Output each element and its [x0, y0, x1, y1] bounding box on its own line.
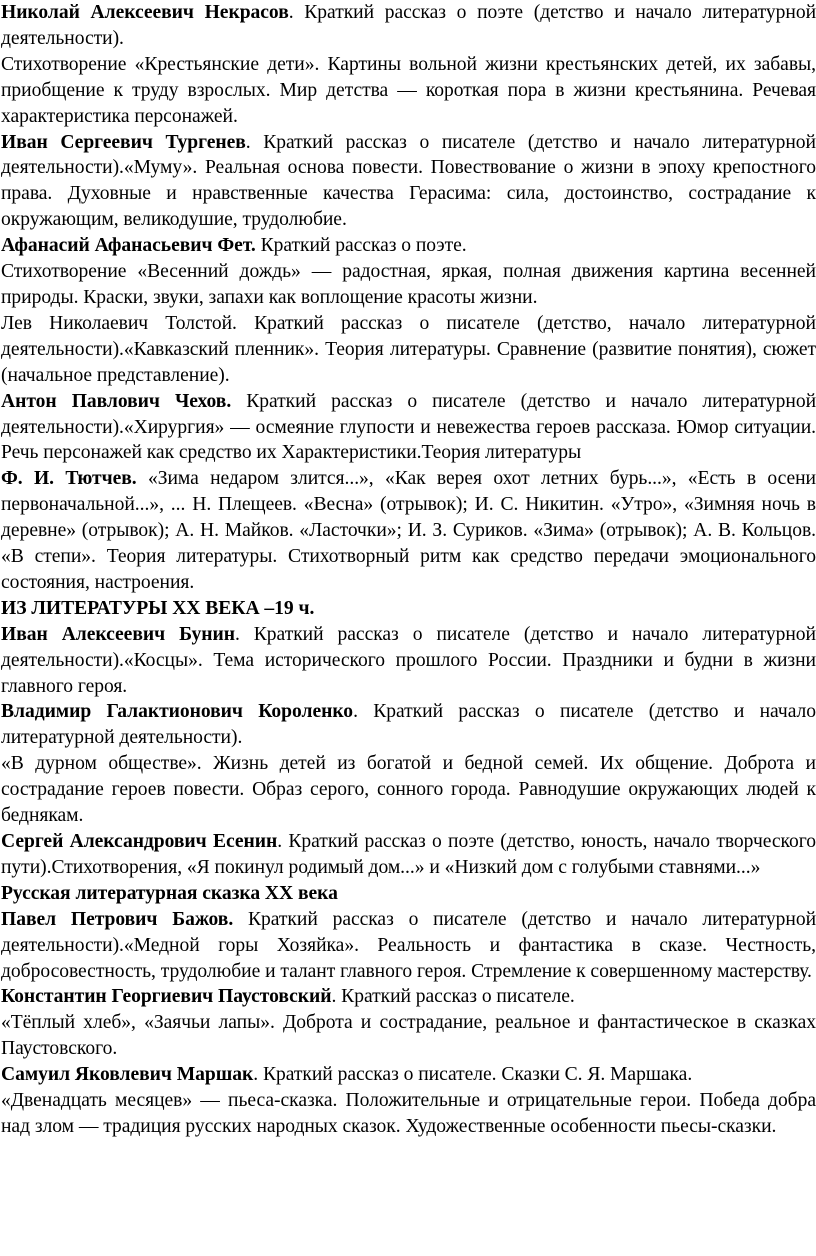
paragraph-text: Стихотворение «Весенний дождь» — радостная, яркая, полная движения картина весенней природы. Краски, звуки, запахи как воплощение красоты жизни.	[1, 261, 816, 308]
paragraph-text: . Краткий рассказ о писателе (детство и начало литературной деятельности).«Косцы». Тема исторического прошлого России. Праздники и будни в жизни главного героя.	[1, 623, 816, 697]
author-name: Сергей Александрович Есенин	[1, 831, 278, 852]
paragraph-esenin	[1, 829, 816, 881]
paragraph-bazhov	[1, 907, 816, 985]
author-name: Николай Алексеевич Некрасов	[1, 2, 289, 23]
section-heading-xx-century	[1, 596, 816, 622]
author-name: Иван Сергеевич Тургенев	[1, 131, 246, 153]
paragraph-dvenadtsat-mesyatsev	[1, 1088, 816, 1140]
paragraph-vesenniy-dozhd	[1, 259, 816, 311]
paragraph-text: «Зима недаром злится...», «Как верея охот летних бурь...», «Есть в осени первоначальной...», ... Н. Плещеев. «Весна» (отрывок); И. С. Никитин. «Утро», «Зимняя ночь в деревне» (отрывок); А. Н. Майков. «Ласточки»; И. З. Суриков. «Зима» (отрывок); А. В. Кольцов. «В степи». Теория литературы. Стихотворный ритм как средство передачи эмоционального состояния, настроения.	[1, 468, 816, 593]
paragraph-text: Краткий рассказ о поэте.	[255, 235, 467, 257]
paragraph-fet	[1, 233, 816, 259]
author-name: Афанасий Афанасьевич Фет.	[1, 235, 256, 257]
paragraph-text: «Двенадцать месяцев» — пьеса-сказка. Положительные и отрицательные герои. Победа добра над злом — традиция русских народных сказок. Художественные особенности пьесы-сказки.	[1, 1090, 816, 1137]
paragraph-text: «Тёплый хлеб», «Заячьи лапы». Доброта и сострадание, реальное и фантастическое в сказках Паустовского.	[1, 1012, 816, 1060]
paragraph-krestyanskie-deti	[1, 52, 816, 130]
paragraph-text: . Краткий рассказ о писателе. Сказки С. Я. Маршака.	[253, 1064, 693, 1086]
author-name: Владимир Галактионович Короленко	[1, 701, 354, 723]
section-heading: ИЗ ЛИТЕРАТУРЫ XX ВЕКА –19 ч.	[1, 597, 315, 619]
section-heading-literary-fairytale	[1, 881, 816, 907]
author-name: Павел Петрович Бажов.	[1, 908, 234, 930]
paragraph-teplyi-khleb	[1, 1010, 816, 1062]
paragraph-bunin	[1, 622, 816, 700]
section-heading: Русская литературная сказка XX века	[1, 882, 338, 904]
author-name: Самуил Яковлевич Маршак	[1, 1064, 254, 1086]
paragraph-text: Краткий рассказ о писателе (детство и начало литературной деятельности).«Хирургия» — осмеяние глупости и невежества героев рассказа. Юмор ситуации. Речь персонажей как средство их Характеристики.Теория литературы	[1, 390, 816, 464]
author-name: Антон Павлович Чехов.	[1, 390, 232, 412]
paragraph-text: . Краткий рассказ о поэте (детство и начало литературной деятельности).	[1, 2, 816, 49]
paragraph-text: Лев Николаевич Толстой. Краткий рассказ о писателе (детство, начало литературной деятельности).«Кавказский пленник». Теория литературы. Сравнение (развитие понятия), сюжет (начальное представление).	[1, 312, 816, 386]
author-name: Константин Георгиевич Паустовский	[1, 986, 332, 1008]
author-name: Иван Алексеевич Бунин	[1, 623, 235, 645]
paragraph-text: . Краткий рассказ о писателе (детство и начало литературной деятельности).	[1, 701, 816, 749]
paragraph-text: . Краткий рассказ о писателе (детство и начало литературной деятельности).«Муму». Реальная основа повести. Повествование о жизни в эпоху крепостного права. Духовные и нравственные качества Герасима: сила, достоинство, сострадание к окружающим, великодушие, трудолюбие.	[1, 131, 816, 231]
paragraph-tyutchev	[1, 466, 816, 596]
paragraph-marshak	[1, 1062, 816, 1088]
paragraph-text: Краткий рассказ о писателе (детство и начало литературной деятельности).«Медной горы Хозяйка». Реальность и фантастика в сказе. Честность, добросовестность, трудолюбие и талант главного героя. Стремление к совершенному мастерству.	[1, 908, 816, 982]
paragraph-paustovsky	[1, 984, 816, 1010]
paragraph-korolenko	[1, 699, 816, 751]
paragraph-text: Стихотворение «Крестьянские дети». Картины вольной жизни крестьянских детей, их забавы, приобщение к труду взрослых. Мир детства — короткая пора в жизни крестьянина. Речевая характеристика персонажей.	[1, 53, 816, 127]
paragraph-text: . Краткий рассказ о писателе.	[331, 986, 575, 1008]
paragraph-nekrasov	[1, 0, 816, 52]
paragraph-v-durnom-obshchestve	[1, 751, 816, 829]
paragraph-text: . Краткий рассказ о поэте (детство, юность, начало творческого пути).Стихотворения, «Я покинул родимый дом...» и «Низкий дом с голубыми ставнями...»	[1, 831, 816, 878]
author-name: Ф. И. Тютчев.	[1, 468, 137, 490]
paragraph-tolstoy	[1, 311, 816, 389]
paragraph-text: «В дурном обществе». Жизнь детей из богатой и бедной семей. Их общение. Доброта и сострадание героев повести. Образ серого, сонного города. Равнодушие окружающих людей к беднякам.	[1, 753, 816, 827]
paragraph-turgenev	[1, 130, 816, 234]
paragraph-chekhov	[1, 389, 816, 467]
